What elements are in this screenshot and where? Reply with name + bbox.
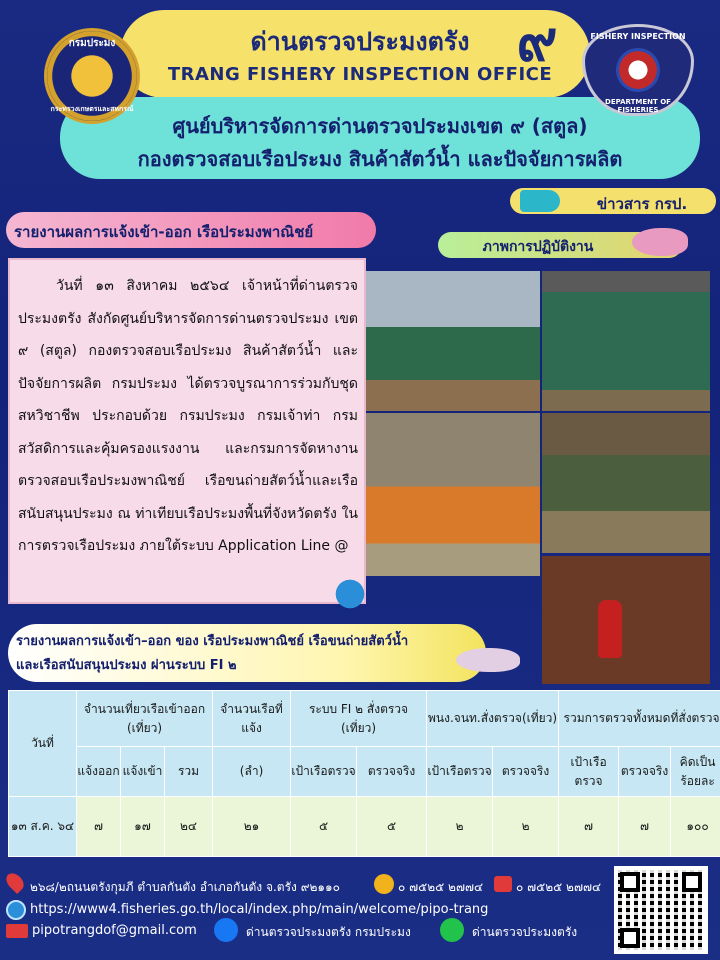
table-subheader-fi2-target: เป้าเรือตรวจ — [291, 747, 357, 797]
globe-icon — [6, 900, 26, 920]
table-subheader-in: แจ้งเข้า — [121, 747, 165, 797]
fishery-inspection-emblem — [616, 48, 660, 92]
line-app-icon — [440, 918, 464, 942]
table-subheader-officer-target: เป้าเรือตรวจ — [427, 747, 493, 797]
table-cell-total-actual: ๗ — [619, 797, 671, 857]
footer-website[interactable]: https://www4.fisheries.go.th/local/index.php/main/welcome/pipo-trang — [30, 902, 489, 917]
qr-finder-top-left — [620, 872, 640, 892]
table-subheader-out: แจ้งออก — [77, 747, 121, 797]
qr-finder-bottom-left — [620, 928, 640, 948]
table-cell-officer-actual: ๒ — [493, 797, 559, 857]
water-splash-icon — [330, 574, 370, 614]
fish-icon — [632, 228, 688, 256]
photo-fire-extinguisher — [542, 556, 710, 684]
megaphone-icon — [520, 190, 560, 212]
table-subheader-total-target: เป้าเรือตรวจ — [559, 747, 619, 797]
table-subheader-fi2-actual: ตรวจจริง — [357, 747, 427, 797]
dolphin-icon — [456, 648, 520, 672]
table-subheader-officer-actual: ตรวจจริง — [493, 747, 559, 797]
inspection-table — [8, 690, 720, 857]
table-header-total: รวมการตรวจทั้งหมดที่สั่งตรวจ — [559, 691, 720, 747]
logo-left-bottom-text: กระทรวงเกษตรและสหกรณ์ — [50, 105, 134, 113]
footer-email[interactable]: pipotrangdof@gmail.com — [32, 923, 197, 938]
photo-inspection-team — [366, 413, 540, 576]
fax-icon — [494, 876, 512, 892]
footer-fax: ๐ ๗๕๒๕ ๒๗๗๔ — [516, 880, 602, 894]
table-header-trips: จำนวนเที่ยวเรือเข้าออก (เที่ยว) — [77, 691, 213, 747]
news-tag-label: ข่าวสาร กรป. — [596, 195, 688, 213]
report-body: วันที่ ๑๓ สิงหาคม ๒๕๖๔ เจ้าหน้าที่ด่านตรวจประมงตรัง สังกัดศูนย์บริหารจัดการด่านตรวจประมง เขต ๙ (สตูล) กองตรวจสอบเรือประมง สินค้าสัตว์น้ำ และปัจจัยการผลิต กรมประมง ได้ตรวจบูรณาการร่วมกับชุดสหวิชาชีพ ประกอบด้วย กรมประมง กรมเจ้าท่า กรมสวัสดิการและคุ้มครองแรงงาน และกรมการจัดหางาน ตรวจสอบเรือประมงพาณิชย์ เรือขนถ่ายสัตว์น้ำและเรือสนับสนุนประมง ณ ท่าเทียบเรือประมงพื้นที่จังหวัดตรัง ในการตรวจเรือประมง ภายใต้ระบบ Application Line @ — [18, 278, 358, 554]
table-cell-in: ๑๗ — [121, 797, 165, 857]
qr-finder-top-right — [682, 872, 702, 892]
fire-extinguisher-icon — [598, 600, 622, 658]
photo-fishing-boat-bow — [366, 271, 540, 411]
footer-facebook[interactable]: ด่านตรวจประมงตรัง กรมประมง — [246, 925, 411, 939]
table-header-date: วันที่ — [9, 691, 77, 797]
phone-icon — [374, 874, 394, 894]
office-title-thai: ด่านตรวจประมงตรัง — [250, 27, 470, 56]
table-cell-date: ๑๓ ส.ค. ๖๔ — [9, 797, 77, 857]
subtitle-division: กองตรวจสอบเรือประมง สินค้าสัตว์น้ำ และปัจจัยการผลิต — [137, 147, 623, 171]
facebook-icon — [214, 918, 238, 942]
table-cell-total-target: ๗ — [559, 797, 619, 857]
logo-right-bottom-text: DEPARTMENT OF FISHERIES — [605, 98, 671, 114]
table-cell-officer-target: ๒ — [427, 797, 493, 857]
table-cell-fi2-target: ๕ — [291, 797, 357, 857]
section2-heading-line1: รายงานผลการแจ้งเข้า–ออก ของ เรือประมงพาณิชย์ เรือขนถ่ายสัตว์น้ำ — [16, 634, 409, 649]
table-header-boats: จำนวนเรือที่แจ้ง — [213, 691, 291, 747]
footer-line[interactable]: ด่านตรวจประมงตรัง — [472, 925, 578, 939]
footer-address: ๒๖๘/๒ถนนตรังกุมภี ตำบลกันตัง อำเภอกันตัง จ.ตรัง ๙๒๑๑๐ — [30, 880, 340, 894]
table-header-officer: พนง.จนท.สั่งตรวจ(เที่ยว) — [427, 691, 559, 747]
logo-right-top-text: FISHERY INSPECTION — [590, 32, 686, 41]
logo-left-top-text: กรมประมง — [68, 38, 116, 49]
section1-heading: รายงานผลการแจ้งเข้า-ออก เรือประมงพาณิชย์ — [14, 223, 314, 241]
table-cell-fi2-actual: ๕ — [357, 797, 427, 857]
table-cell-boats: ๒๑ — [213, 797, 291, 857]
table-subheader-sum: รวม — [165, 747, 213, 797]
photos-heading: ภาพการปฏิบัติงาน — [482, 239, 594, 255]
photo-fishing-nets — [542, 413, 710, 553]
photo-boat-deck — [542, 271, 710, 411]
table-cell-out: ๗ — [77, 797, 121, 857]
footer-phone: ๐ ๗๕๒๕ ๒๗๗๔ — [398, 880, 484, 894]
table-header-fi2: ระบบ FI ๒ สั่งตรวจ (เที่ยว) — [291, 691, 427, 747]
table-cell-percent: ๑๐๐ — [671, 797, 720, 857]
email-icon — [6, 924, 28, 938]
table-cell-sum: ๒๔ — [165, 797, 213, 857]
office-title-english: TRANG FISHERY INSPECTION OFFICE — [167, 64, 553, 85]
zone-number: ๙ — [516, 9, 558, 74]
table-subheader-boat-unit: (ลำ) — [213, 747, 291, 797]
table-subheader-percent: คิดเป็นร้อยละ — [671, 747, 720, 797]
subtitle-center: ศูนย์บริหารจัดการด่านตรวจประมงเขต ๙ (สตูล) — [172, 114, 588, 138]
section2-heading-line2: และเรือสนับสนุนประมง ผ่านระบบ FI ๒ — [16, 658, 237, 673]
table-subheader-total-actual: ตรวจจริง — [619, 747, 671, 797]
table-row — [9, 797, 720, 857]
